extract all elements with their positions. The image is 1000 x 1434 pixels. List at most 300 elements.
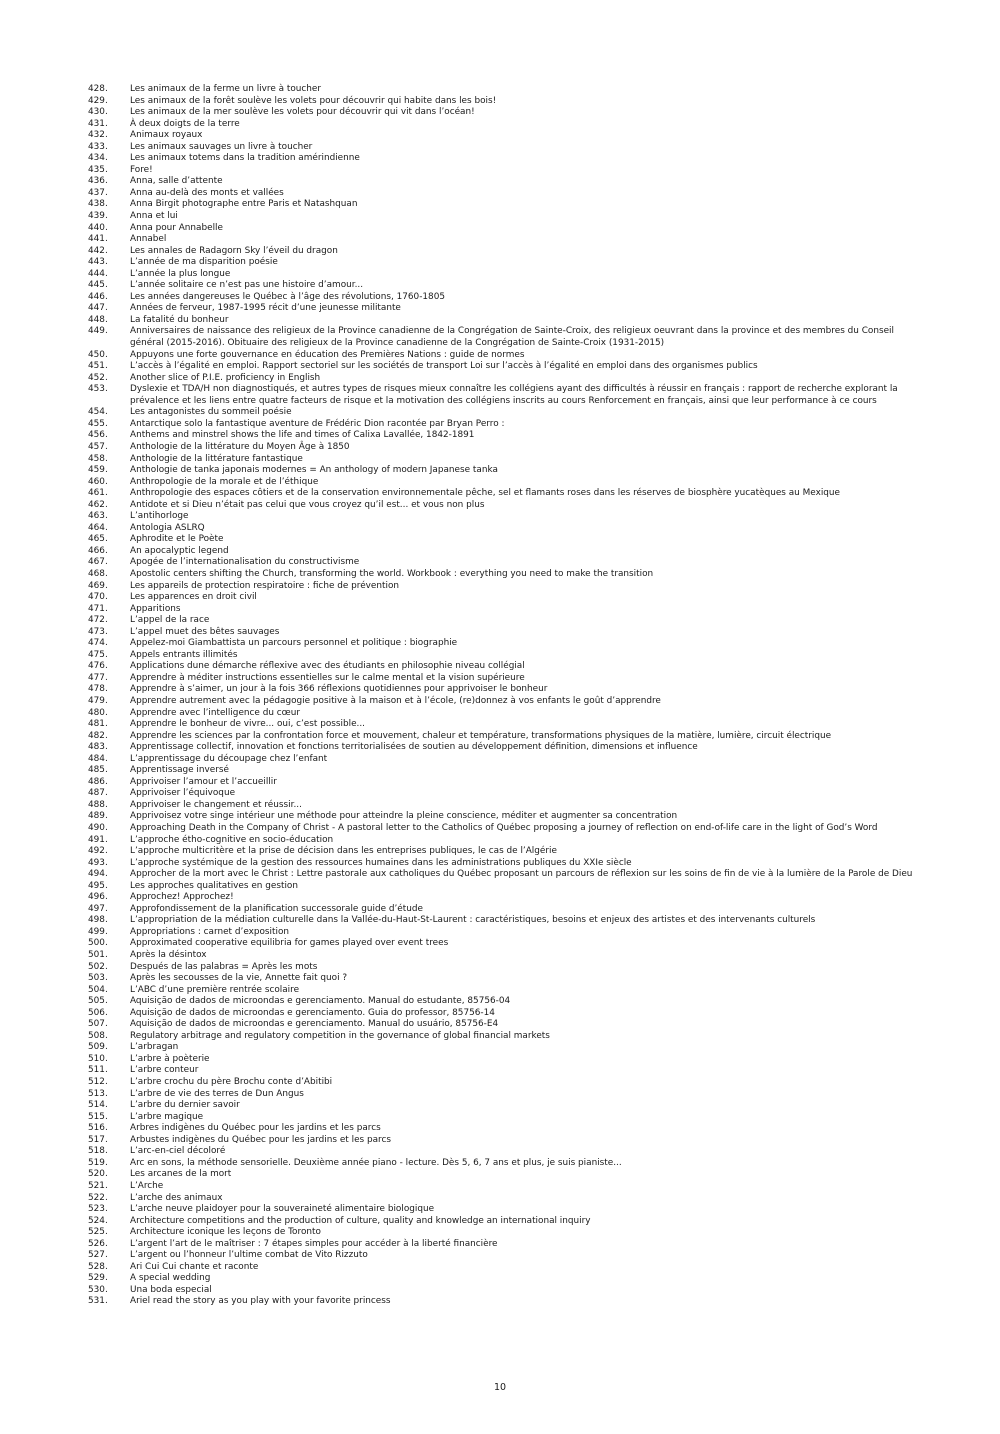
list-item — [88, 1169, 918, 1181]
list-item — [88, 904, 918, 916]
page-number: 10 — [493, 1382, 507, 1393]
item-number: 468. — [88, 568, 108, 579]
item-number: 449. — [88, 326, 108, 337]
list-item — [88, 869, 918, 881]
item-title: Approximated cooperative equilibria for games played over event trees — [130, 938, 449, 949]
item-title: Aquisição de dados de microondas e gerenciamento. Manual do estudante, 85756-04 — [130, 996, 511, 1007]
list-item — [88, 269, 918, 281]
item-number: 518. — [88, 1146, 108, 1157]
item-number: 480. — [88, 707, 108, 718]
item-number: 497. — [88, 903, 108, 914]
item-number: 492. — [88, 846, 108, 857]
item-number: 438. — [88, 199, 108, 210]
item-number: 448. — [88, 314, 108, 325]
list-item — [88, 1250, 918, 1262]
item-number: 499. — [88, 926, 108, 937]
item-title: L’arche des animaux — [130, 1192, 223, 1203]
item-title: Apostolic centers shifting the Church, transforming the world. Workbook : everything you need to make the transition — [130, 568, 654, 579]
list-item — [88, 419, 918, 431]
list-item — [88, 846, 918, 858]
item-number: 528. — [88, 1261, 108, 1272]
item-number: 464. — [88, 522, 108, 533]
item-number: 452. — [88, 372, 108, 383]
item-number: 440. — [88, 222, 108, 233]
item-title: Another slice of P.I.E. proficiency in English — [130, 372, 321, 383]
item-number: 441. — [88, 234, 108, 245]
item-title: L’arc-en-ciel décoloré — [130, 1146, 226, 1157]
item-title: L’année de ma disparition poésie — [130, 257, 278, 268]
item-title: Les animaux totems dans la tradition amérindienne — [130, 153, 360, 164]
item-number: 466. — [88, 545, 108, 556]
list-item — [88, 604, 918, 616]
item-title: Anthologie de tanka japonais modernes = An anthology of modern Japanese tanka — [130, 465, 498, 476]
list-item — [88, 1204, 918, 1216]
item-number: 462. — [88, 499, 108, 510]
list-item — [88, 142, 918, 154]
list-item — [88, 165, 918, 177]
list-item — [88, 465, 918, 477]
list-item — [88, 742, 918, 754]
item-title: Anna au-delà des monts et vallées — [130, 187, 284, 198]
item-number: 478. — [88, 684, 108, 695]
list-item — [88, 84, 918, 96]
item-number: 517. — [88, 1134, 108, 1145]
item-number: 444. — [88, 268, 108, 279]
list-item — [88, 973, 918, 985]
item-number: 433. — [88, 141, 108, 152]
list-item — [88, 696, 918, 708]
item-title: Anthologie de la littérature fantastique — [130, 453, 303, 464]
list-item — [88, 384, 918, 407]
item-title: Apprendre à s’aimer, un jour à la fois 366 réflexions quotidiennes pour apprivoiser le bonheur — [130, 684, 548, 695]
item-title: An apocalyptic legend — [130, 545, 229, 556]
item-number: 525. — [88, 1227, 108, 1238]
list-item — [88, 557, 918, 569]
item-number: 459. — [88, 465, 108, 476]
item-title: L’appropriation de la médiation culturelle dans la Vallée-du-Haut-St-Laurent : caractéristiques, besoins et enjeux des artistes et des intervenants culturels — [130, 915, 816, 926]
item-title: Apprendre autrement avec la pédagogie positive à la maison et à l’école, (re)donnez à vos enfants le goût d’apprendre — [130, 695, 661, 706]
list-item — [88, 1158, 918, 1170]
list-item — [88, 996, 918, 1008]
list-item — [88, 1065, 918, 1077]
item-title: L’approche multicritère et la prise de décision dans les entreprises publiques, le cas de l’Algérie — [130, 846, 557, 857]
item-number: 445. — [88, 280, 108, 291]
item-title: Les appareils de protection respiratoire : fiche de prévention — [130, 580, 400, 591]
item-number: 495. — [88, 880, 108, 891]
list-item — [88, 1285, 918, 1297]
item-title: Les animaux sauvages un livre à toucher — [130, 141, 313, 152]
item-title: Applications dune démarche réflexive avec des étudiants en philosophie niveau collégial — [130, 661, 525, 672]
item-number: 507. — [88, 1019, 108, 1030]
item-number: 482. — [88, 730, 108, 741]
item-title: Architecture competitions and the production of culture, quality and knowledge an international inquiry — [130, 1215, 591, 1226]
item-number: 505. — [88, 996, 108, 1007]
item-title: Après la désintox — [130, 950, 207, 961]
item-number: 443. — [88, 257, 108, 268]
item-number: 471. — [88, 603, 108, 614]
item-title: L’année la plus longue — [130, 268, 231, 279]
item-number: 488. — [88, 799, 108, 810]
list-item — [88, 199, 918, 211]
item-number: 431. — [88, 118, 108, 129]
list-item — [88, 673, 918, 685]
list-item — [88, 477, 918, 489]
list-item — [88, 500, 918, 512]
list-item — [88, 638, 918, 650]
item-title: Anthropologie de la morale et de l’éthique — [130, 476, 319, 487]
list-item — [88, 800, 918, 812]
item-number: 447. — [88, 303, 108, 314]
list-item — [88, 708, 918, 720]
item-number: 500. — [88, 938, 108, 949]
list-item — [88, 835, 918, 847]
item-title: Arbres indigènes du Québec pour les jardins et les parcs — [130, 1123, 381, 1134]
list-item — [88, 350, 918, 362]
item-title: L’accès à l’égalité en emploi. Rapport sectoriel sur les sociétés de transport Loi sur l’accès à l’égalité en emploi dans des organismes publics — [130, 361, 758, 372]
item-title: Appuyons une forte gouvernance en éducation des Premières Nations : guide de normes — [130, 349, 525, 360]
item-title: L’appel muet des bêtes sauvages — [130, 626, 280, 637]
list-item — [88, 454, 918, 466]
item-title: L’approche systémique de la gestion des ressources humaines dans les administrations publiques du XXIe siècle — [130, 857, 632, 868]
item-title: Anna et lui — [130, 211, 178, 222]
item-title: Arc en sons, la méthode sensorielle. Deuxième année piano - lecture. Dès 5, 6, 7 ans et plus, je suis pianiste... — [130, 1157, 622, 1168]
item-title: Aquisição de dados de microondas e gerenciamento. Guia do professor, 85756-14 — [130, 1007, 495, 1018]
item-title: Les approches qualitatives en gestion — [130, 880, 298, 891]
item-title: Apprivoiser le changement et réussir... — [130, 799, 302, 810]
list-item — [88, 1146, 918, 1158]
item-number: 454. — [88, 407, 108, 418]
item-number: 510. — [88, 1053, 108, 1064]
item-title: L’arbre magique — [130, 1111, 204, 1122]
list-item — [88, 546, 918, 558]
list-item — [88, 962, 918, 974]
item-title: L’année solitaire ce n’est pas une histoire d’amour... — [130, 280, 364, 291]
item-number: 461. — [88, 488, 108, 499]
list-item — [88, 1019, 918, 1031]
list-item — [88, 1273, 918, 1285]
item-number: 451. — [88, 361, 108, 372]
item-title: L’arbre conteur — [130, 1065, 199, 1076]
item-title: Ariel read the story as you play with your favorite princess — [130, 1296, 391, 1307]
item-title: Approfondissement de la planification successorale guide d’étude — [130, 903, 423, 914]
item-number: 531. — [88, 1296, 108, 1307]
list-item — [88, 927, 918, 939]
list-item — [88, 858, 918, 870]
list-item — [88, 523, 918, 535]
list-item — [88, 881, 918, 893]
list-item — [88, 823, 918, 835]
item-number: 520. — [88, 1169, 108, 1180]
item-title: Apprentissage inversé — [130, 765, 229, 776]
list-item — [88, 765, 918, 777]
item-title: Apprendre avec l’intelligence du cœur — [130, 707, 301, 718]
item-title: Antidote et si Dieu n’était pas celui que vous croyez qu’il est... et vous non plus — [130, 499, 485, 510]
item-title: L’ABC d’une première rentrée scolaire — [130, 984, 300, 995]
list-item — [88, 326, 918, 349]
item-title: Appels entrants illimités — [130, 649, 238, 660]
item-number: 523. — [88, 1204, 108, 1215]
item-title: La fatalité du bonheur — [130, 314, 229, 325]
item-number: 470. — [88, 592, 108, 603]
list-item — [88, 581, 918, 593]
item-number: 475. — [88, 649, 108, 660]
item-title: Anniversaires de naissance des religieux de la Province canadienne de la Congrégation de Sainte-Croix, des religieux oeuvrant dans la province et des membres du Conseil général (2015-2016). Obituaire des religieux de la Province canadienne de la Congrégation de Sainte-Croix (1931-2015) — [130, 326, 894, 349]
list-item — [88, 592, 918, 604]
list-item — [88, 650, 918, 662]
item-number: 502. — [88, 961, 108, 972]
item-number: 489. — [88, 811, 108, 822]
item-title: Apprivoisez votre singe intérieur une méthode pour atteindre la pleine conscience, méditer et augmenter sa concentration — [130, 811, 678, 822]
item-title: Les animaux de la ferme un livre à toucher — [130, 84, 322, 94]
item-title: Architecture iconique les leçons de Toronto — [130, 1227, 321, 1238]
item-number: 522. — [88, 1192, 108, 1203]
item-title: Dyslexie et TDA/H non diagnostiqués, et autres types de risques mieux connaître les collégiens ayant des difficultés à réussir en français : rapport de recherche explorant la prévalence et les liens entre quatre facteurs de risque et la motivation des collégiens inscrits au cours Renforcement en français, ainsi que leur performance à ce cours — [130, 384, 898, 406]
list-item — [88, 292, 918, 304]
item-number: 527. — [88, 1250, 108, 1261]
item-title: Anna, salle d’attente — [130, 176, 223, 187]
item-number: 450. — [88, 349, 108, 360]
item-title: L’apprentissage du découpage chez l’enfant — [130, 753, 328, 764]
title-list — [88, 84, 918, 1308]
item-title: Les animaux de la forêt soulève les volets pour découvrir qui habite dans les bois! — [130, 95, 497, 106]
item-number: 446. — [88, 291, 108, 302]
list-item — [88, 1031, 918, 1043]
item-title: Les années dangereuses le Québec à l’âge des révolutions, 1760-1805 — [130, 291, 445, 302]
list-item — [88, 1008, 918, 1020]
list-item — [88, 1227, 918, 1239]
item-number: 509. — [88, 1042, 108, 1053]
list-item — [88, 246, 918, 258]
item-number: 463. — [88, 511, 108, 522]
list-item — [88, 257, 918, 269]
item-number: 458. — [88, 453, 108, 464]
list-item — [88, 777, 918, 789]
list-item — [88, 223, 918, 235]
list-item — [88, 442, 918, 454]
item-title: L’arbre à poèterie — [130, 1053, 210, 1064]
item-number: 519. — [88, 1157, 108, 1168]
item-number: 506. — [88, 1007, 108, 1018]
item-title: Anthologie de la littérature du Moyen Âge à 1850 — [130, 441, 350, 452]
item-number: 485. — [88, 765, 108, 776]
item-number: 455. — [88, 418, 108, 429]
item-number: 465. — [88, 534, 108, 545]
item-number: 472. — [88, 615, 108, 626]
list-item — [88, 315, 918, 327]
item-title: Apprivoiser l’amour et l’accueillir — [130, 776, 277, 787]
item-title: Anna pour Annabelle — [130, 222, 223, 233]
item-title: L’approche étho-cognitive en socio-éducation — [130, 834, 334, 845]
list-item — [88, 407, 918, 419]
list-item — [88, 731, 918, 743]
item-title: Antarctique solo la fantastique aventure de Frédéric Dion racontée par Bryan Perro : — [130, 418, 505, 429]
list-item — [88, 1262, 918, 1274]
item-title: Antologia ASLRQ — [130, 522, 205, 533]
list-item — [88, 488, 918, 500]
item-title: Approaching Death in the Company of Christ - A pastoral letter to the Catholics of Québec proposing a journey of reflection on end-of-life care in the light of God’s Word — [130, 823, 878, 833]
item-number: 476. — [88, 661, 108, 672]
item-title: L’Arche — [130, 1180, 164, 1191]
list-item — [88, 985, 918, 997]
item-title: Apprendre le bonheur de vivre... oui, c’est possible... — [130, 719, 365, 730]
item-number: 479. — [88, 695, 108, 706]
item-title: Approchez! Approchez! — [130, 892, 234, 903]
list-item — [88, 430, 918, 442]
item-title: Années de ferveur, 1987-1995 récit d’une jeunesse militante — [130, 303, 401, 314]
item-title: Aquisição de dados de microondas e gerenciamento. Manual do usuário, 85756-E4 — [130, 1019, 499, 1030]
list-item — [88, 303, 918, 315]
item-number: 511. — [88, 1065, 108, 1076]
item-title: Apprentissage collectif, innovation et fonctions territorialisées de soutien au développement définition, dimensions et influence — [130, 742, 698, 753]
item-title: Fore! — [130, 164, 153, 175]
list-item — [88, 811, 918, 823]
item-number: 453. — [88, 384, 108, 395]
list-item — [88, 130, 918, 142]
item-number: 504. — [88, 984, 108, 995]
list-item — [88, 361, 918, 373]
item-title: Regulatory arbitrage and regulatory competition in the governance of global financial markets — [130, 1030, 550, 1041]
item-number: 469. — [88, 580, 108, 591]
item-number: 530. — [88, 1284, 108, 1295]
list-item — [88, 1193, 918, 1205]
list-item — [88, 176, 918, 188]
list-item — [88, 615, 918, 627]
list-item — [88, 719, 918, 731]
item-title: Apprivoiser l’équivoque — [130, 788, 236, 799]
item-number: 432. — [88, 130, 108, 141]
list-item — [88, 569, 918, 581]
item-number: 434. — [88, 153, 108, 164]
item-title: L’antihorloge — [130, 511, 189, 522]
list-item — [88, 1181, 918, 1193]
item-title: Appropriations : carnet d’exposition — [130, 926, 290, 937]
list-item — [88, 234, 918, 246]
item-title: Anthems and minstrel shows the life and times of Calixa Lavallée, 1842-1891 — [130, 430, 475, 441]
list-item — [88, 684, 918, 696]
list-item — [88, 938, 918, 950]
item-title: Animaux royaux — [130, 130, 203, 141]
item-number: 491. — [88, 834, 108, 845]
item-number: 493. — [88, 857, 108, 868]
item-number: 435. — [88, 164, 108, 175]
item-number: 474. — [88, 638, 108, 649]
item-number: 490. — [88, 823, 108, 833]
item-title: Anthropologie des espaces côtiers et de la conservation environnementale pêche, sel et flamants roses dans les réserves de biosphère yucatèques au Mexique — [130, 488, 841, 499]
item-number: 513. — [88, 1088, 108, 1099]
item-number: 486. — [88, 776, 108, 787]
list-item — [88, 1216, 918, 1228]
item-number: 439. — [88, 211, 108, 222]
item-number: 521. — [88, 1180, 108, 1191]
list-item — [88, 119, 918, 131]
item-title: Ari Cui Cui chante et raconte — [130, 1261, 259, 1272]
list-item — [88, 892, 918, 904]
item-title: Les annales de Radagorn Sky l’éveil du dragon — [130, 245, 338, 256]
list-item — [88, 1123, 918, 1135]
item-number: 494. — [88, 869, 108, 880]
list-item — [88, 950, 918, 962]
item-title: L’arbre de vie des terres de Dun Angus — [130, 1088, 304, 1099]
list-item — [88, 1239, 918, 1251]
item-number: 457. — [88, 441, 108, 452]
item-title: L’arbre crochu du père Brochu conte d’Abitibi — [130, 1077, 333, 1088]
list-item — [88, 534, 918, 546]
item-title: Les arcanes de la mort — [130, 1169, 232, 1180]
item-number: 467. — [88, 557, 108, 568]
item-number: 429. — [88, 95, 108, 106]
item-number: 496. — [88, 892, 108, 903]
item-title: Anna Birgit photographe entre Paris et Natashquan — [130, 199, 358, 210]
list-item — [88, 1112, 918, 1124]
item-number: 456. — [88, 430, 108, 441]
item-title: Approcher de la mort avec le Christ : Lettre pastorale aux catholiques du Québec proposant un parcours de réflexion sur les soins de fin de vie à la lumière de la Parole de Dieu — [130, 869, 913, 880]
list-item — [88, 153, 918, 165]
list-item — [88, 107, 918, 119]
item-title: Una boda especial — [130, 1284, 212, 1295]
item-title: Les animaux de la mer soulève les volets pour découvrir qui vit dans l’océan! — [130, 107, 475, 118]
item-number: 437. — [88, 187, 108, 198]
item-number: 483. — [88, 742, 108, 753]
list-item — [88, 96, 918, 108]
list-item — [88, 511, 918, 523]
item-title: L’appel de la race — [130, 615, 210, 626]
list-item — [88, 188, 918, 200]
item-number: 524. — [88, 1215, 108, 1226]
list-item — [88, 1135, 918, 1147]
list-item — [88, 280, 918, 292]
item-title: L’argent l’art de le maîtriser : 7 étapes simples pour accéder à la liberté financière — [130, 1238, 498, 1249]
item-number: 481. — [88, 719, 108, 730]
item-title: A special wedding — [130, 1273, 211, 1284]
item-title: Apparitions — [130, 603, 181, 614]
item-title: Après les secousses de la vie, Annette fait quoi ? — [130, 973, 348, 984]
item-title: L’argent ou l’honneur l’ultime combat de Vito Rizzuto — [130, 1250, 368, 1261]
item-title: À deux doigts de la terre — [130, 118, 240, 129]
item-title: Les antagonistes du sommeil poésie — [130, 407, 292, 418]
item-number: 516. — [88, 1123, 108, 1134]
item-number: 473. — [88, 626, 108, 637]
item-title: Aphrodite et le Poète — [130, 534, 224, 545]
item-title: Después de las palabras = Après les mots — [130, 961, 318, 972]
list-item — [88, 1296, 918, 1308]
item-number: 512. — [88, 1077, 108, 1088]
list-item — [88, 1042, 918, 1054]
list-item — [88, 211, 918, 223]
item-title: Appelez-moi Giambattista un parcours personnel et politique : biographie — [130, 638, 458, 649]
item-number: 526. — [88, 1238, 108, 1249]
list-item — [88, 915, 918, 927]
list-item — [88, 1077, 918, 1089]
list-item — [88, 1054, 918, 1066]
list-item — [88, 661, 918, 673]
item-number: 501. — [88, 950, 108, 961]
item-title: Arbustes indigènes du Québec pour les jardins et les parcs — [130, 1134, 392, 1145]
item-title: Apogée de l’internationalisation du constructivisme — [130, 557, 360, 568]
item-number: 442. — [88, 245, 108, 256]
item-number: 484. — [88, 753, 108, 764]
item-number: 436. — [88, 176, 108, 187]
list-item — [88, 1100, 918, 1112]
item-title: L’arche neuve plaidoyer pour la souveraineté alimentaire biologique — [130, 1204, 435, 1215]
item-title: Les apparences en droit civil — [130, 592, 257, 603]
item-title: L’arbragan — [130, 1042, 179, 1053]
item-number: 514. — [88, 1100, 108, 1111]
list-item — [88, 373, 918, 385]
item-number: 508. — [88, 1030, 108, 1041]
item-number: 477. — [88, 672, 108, 683]
item-title: Apprendre les sciences par la confrontation force et mouvement, chaleur et température, transformations physiques de la matière, lumière, circuit électrique — [130, 730, 832, 741]
item-number: 487. — [88, 788, 108, 799]
